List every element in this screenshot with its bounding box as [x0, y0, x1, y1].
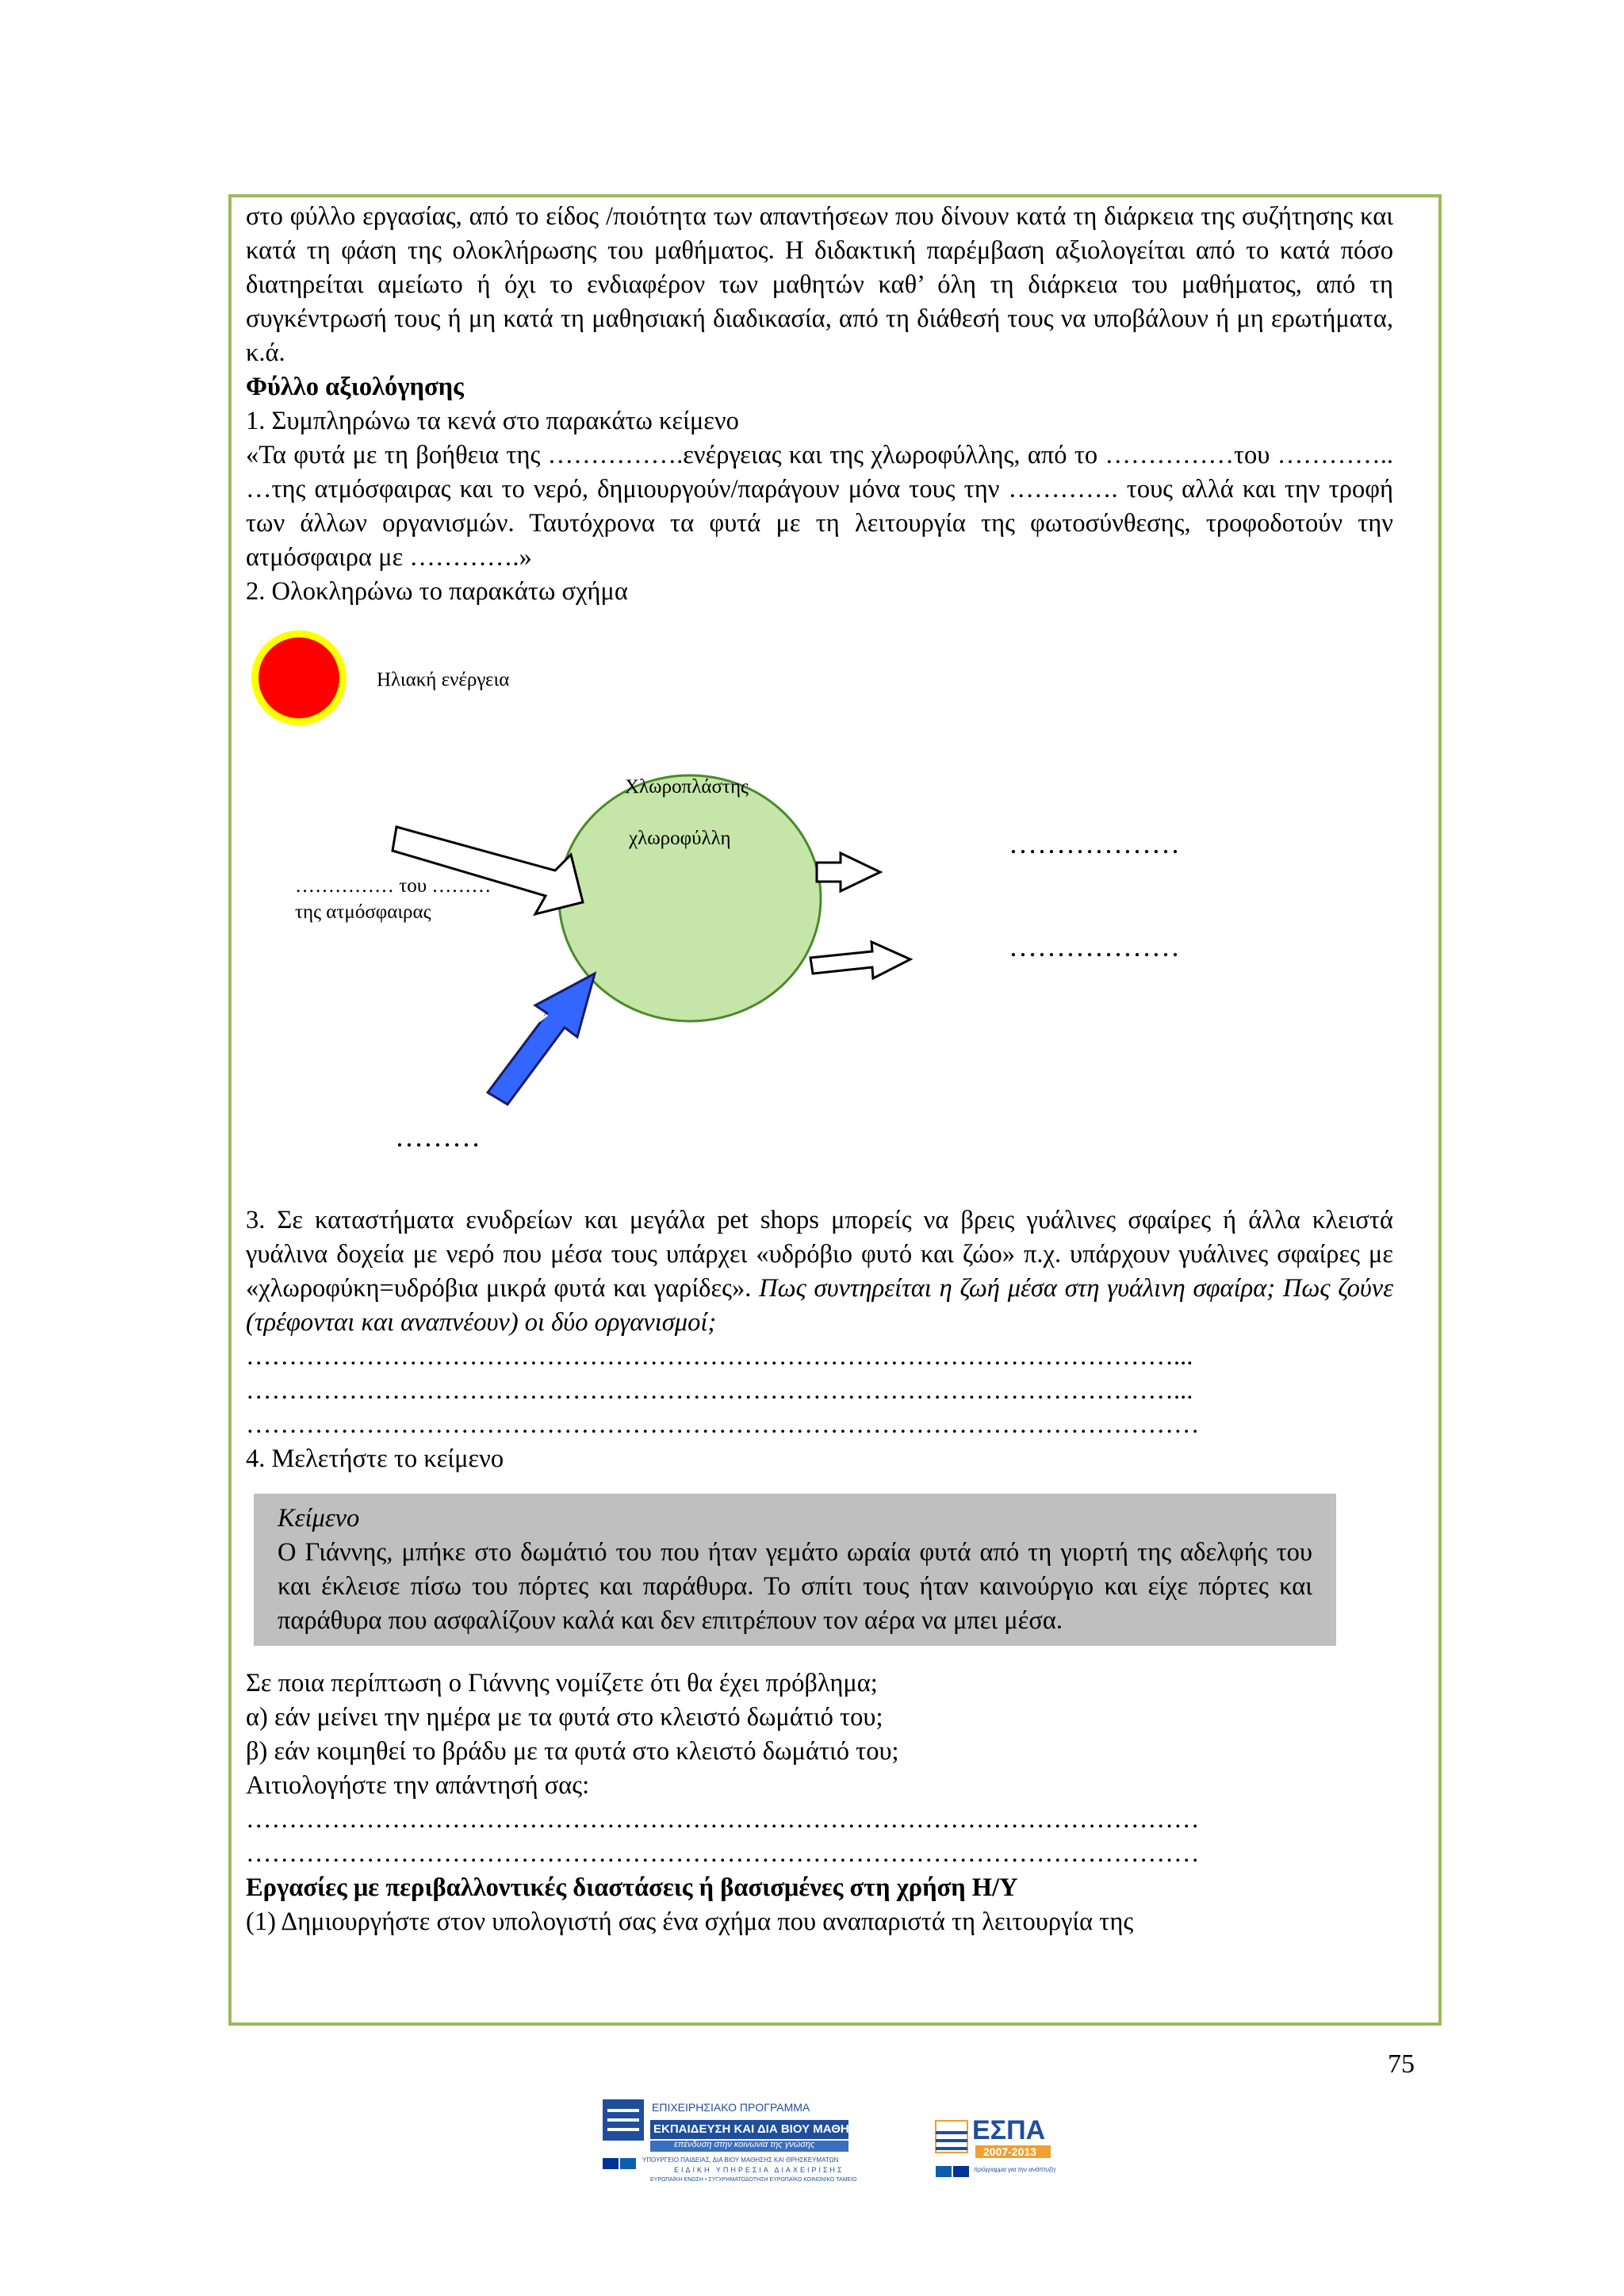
program-line-1: ΕΠΙΧΕΙΡΗΣΙΑΚΟ ΠΡΟΓΡΑΜΜΑ — [652, 2101, 810, 2114]
question-4-question: Σε ποια περίπτωση ο Γιάννης νομίζετε ότι θα έχει πρόβλημα; — [246, 1669, 878, 1697]
program-line-3: επένδυση στην κοινωνία της γνώσης — [674, 2140, 815, 2149]
greek-flag-icon — [620, 2158, 636, 2169]
chloroplast-label: Χλωροπλάστης — [625, 776, 749, 798]
task-1: (1) Δημιουργήστε στον υπολογιστή σας ένα σχήμα που αναπαριστά τη λειτουργία της — [246, 1908, 1134, 1936]
question-4-title: 4. Μελετήστε το κείμενο — [246, 1445, 504, 1473]
photosynthesis-diagram — [246, 609, 1393, 1203]
option-b: β) εάν κοιμηθεί το βράδυ με τα φυτά στο κλειστό δωμάτιό του; — [246, 1737, 899, 1766]
program-line-5: ΕΙΔΙΚΗ ΥΠΗΡΕΣΙΑ ΔΙΑΧΕΙΡΙΣΗΣ — [674, 2166, 845, 2174]
text-box-body: Ο Γιάννης, μπήκε στο δωμάτιό του που ήταν γεμάτο ωραία φυτά από τη γιορτή της αδελφής του και έκλεισε πίσω του πόρτες και παράθυρα. Το σπίτι τους ήταν καινούργιο και είχε πόρτες και παράθυρα που ασφαλίζουν καλά και δεν επιτρέπουν τον αέρα να μπει μέσα. — [278, 1538, 1312, 1635]
answer-line: ………………………………………………………………………………………………... — [246, 1376, 1193, 1405]
program-line-6: ΕΥΡΩΠΑΪΚΗ ΕΝΩΣΗ • ΣΥΓΧΡΗΜΑΤΟΔΟΤΗΣΗ ΕΥΡΩΠΑΪΚΟ ΚΟΙΝΩΝΙΚΟ ΤΑΜΕΙΟ — [650, 2177, 857, 2183]
program-line-2: ΕΚΠΑΙΔΕΥΣΗ ΚΑΙ ΔΙΑ ΒΙΟΥ ΜΑΘΗΣΗ — [653, 2122, 865, 2136]
page-content — [246, 200, 1393, 1939]
answer-line: ………………………………………………………………………………………………… — [246, 1805, 1200, 1834]
input-label-line-2: της ατμόσφαιρας — [295, 901, 431, 923]
answer-line: ………………………………………………………………………………………………… — [246, 1839, 1200, 1868]
water-blank: ……… — [395, 1121, 481, 1153]
question-3-text: 3. Σε καταστήματα ενυδρείων και μεγάλα pet shops μπορείς να βρεις γυάλινες σφαίρες ή άλλα κλειστά γυάλινα δοχεία με νερό που μέσα τους υπάρχει «υδρόβιο φυτό και ζώο» π.χ. υπάρχουν γυάλινες σφαίρες με «χλωροφύκη=υδρόβια μικρά φυτά και γαρίδες». — [246, 1206, 1393, 1303]
text-box-title: Κείμενο — [278, 1504, 360, 1533]
page-number: 75 — [1388, 2049, 1415, 2079]
sun-icon — [259, 637, 339, 718]
question-1-title: 1. Συμπληρώνω τα κενά στο παρακάτω κείμενο — [246, 407, 739, 435]
tasks-heading: Εργασίες με περιβαλλοντικές διαστάσεις ή βασισμένες στη χρήση Η/Υ — [246, 1873, 1018, 1902]
espa-slogan: πρόγραμμα για την ανάπτυξη — [974, 2166, 1056, 2173]
espa-years: 2007-2013 — [983, 2145, 1036, 2158]
sun-label: Ηλιακή ενέργεια — [377, 669, 510, 691]
question-2-title: 2. Ολοκληρώνω το παρακάτω σχήμα — [246, 577, 628, 606]
greek-flag-icon — [936, 2166, 952, 2177]
intro-paragraph: στο φύλλο εργασίας, από το είδος /ποιότητα των απαντήσεων που δίνουν κατά τη διάρκεια της συζήτησης και κατά τη φάση της ολοκλήρωσης του μαθήματος. Η διδακτική παρέμβαση αξιολογείται από το κατά πόσο διατηρείται αμείωτο ή όχι το ενδιαφέρον των μαθητών καθ’ όλη τη διάρκεια του μαθήματος, από τη συγκέντρωσή τους ή μη κατά τη μαθησιακή διαδικασία, από τη διάθεσή τους να υποβάλουν ή μη ερωτήματα, κ.ά. — [246, 202, 1393, 367]
eu-flag-icon — [603, 2158, 619, 2169]
option-a: α) εάν μείνει την ημέρα με τα φυτά στο κλειστό δωμάτιό του; — [246, 1703, 883, 1732]
output-blank-2: ……………… — [1009, 931, 1180, 962]
output-blank-1: ……………… — [1009, 828, 1180, 859]
question-3 — [246, 1203, 1393, 1340]
text-box — [254, 1494, 1336, 1646]
answer-line: ………………………………………………………………………………………………… — [246, 1410, 1200, 1439]
answer-line: ………………………………………………………………………………………………... — [246, 1342, 1193, 1371]
justify-prompt: Αιτιολογήστε την απάντησή σας: — [246, 1771, 590, 1800]
program-line-4: ΥΠΟΥΡΓΕΙΟ ΠΑΙΔΕΙΑΣ, ΔΙΑ ΒΙΟΥ ΜΑΘΗΣΗΣ ΚΑΙ ΘΡΗΣΚΕΥΜΑΤΩΝ — [642, 2156, 839, 2164]
chlorophyll-label: χλωροφύλλη — [629, 828, 731, 849]
question-3-italic: Πως συντηρείται η ζωή μέσα στη γυάλινη σφαίρα; Πως ζούνε (τρέφονται και αναπνέουν) οι δύο οργανισμοί; — [246, 1274, 1394, 1337]
eu-flag-icon — [953, 2166, 969, 2177]
evaluation-heading: Φύλλο αξιολόγησης — [246, 373, 464, 401]
question-1-text: «Τα φυτά με τη βοήθεια της …………….ενέργειας και της χλωροφύλλης, από το ……………του ………….. …της ατμόσφαιρας και το νερό, δημιουργούν/παράγουν μόνα τους την …………. τους αλλά και την τροφή των άλλων οργανισμών. Ταυτόχρονα τα φυτά με τη λειτουργία της φωτοσύνθεσης, τροφοδοτούν την ατμόσφαιρα με ………….» — [246, 441, 1393, 572]
footer-logos — [603, 2093, 1071, 2192]
chloroplast-circle — [559, 775, 821, 1021]
espa-title: ΕΣΠΑ — [972, 2115, 1046, 2145]
input-label-line-1: …………… του ……… — [295, 875, 492, 897]
